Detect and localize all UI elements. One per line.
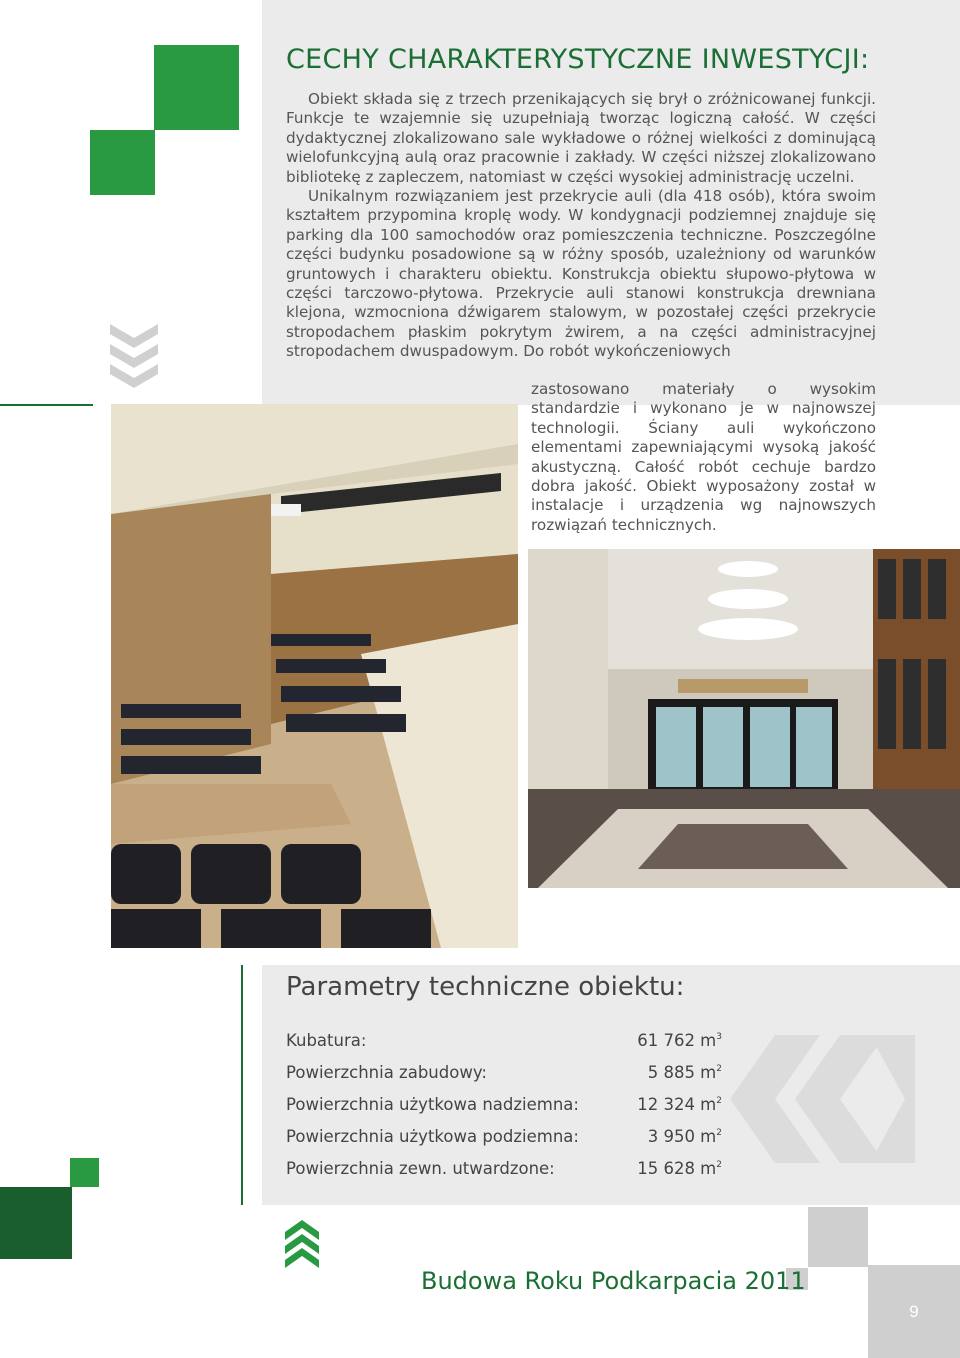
body-text-continued: zastosowano materiały o wysokim standardzie i wykonano je w najnowszej technologii. Ściany auli wykończono elementami zapewniającymi wysoką jakość akustyczną. Całość robót cechuje bardzo dobra jakość. Obiekt wyposażony został w instalacje i urządzenia wg najnowszych rozwiązań technicznych.: [531, 380, 876, 534]
body-text: [286, 90, 876, 362]
param-label: Powierzchnia zewn. utwardzone:: [286, 1159, 555, 1178]
chevron-down-icon: [110, 322, 158, 390]
deco-square: [0, 1187, 72, 1259]
param-label: Powierzchnia zabudowy:: [286, 1063, 487, 1082]
paragraph: Unikalnym rozwiązaniem jest przekrycie auli (dla 418 osób), która swoim kształtem przypomina kroplę wody. W kondygnacji podziemnej znajduje się parking dla 100 samochodów oraz pomieszczenia techniczne. Poszczególne części budynku posadowione są w różny sposób, uzależniony od warunków gruntowych i charakteru obiektu. Konstrukcja obiektu słupowo-płytowa w części tarczowo-płytowa. Przekrycie auli stanowi konstrukcja drewniana klejona, wzmocniona dźwigarem stalowym, w pozostałej części przekrycie stropodachem płaskim pokrytym żwirem, a na części administracyjnej stropodachem dwuspadowym. Do robót wykończeniowych: [286, 187, 876, 361]
divider: [241, 965, 243, 1205]
param-value: 15 628 $m^2$: [637, 1159, 722, 1178]
param-value: 61 762 $m^3$: [637, 1031, 722, 1050]
deco-square: [90, 130, 155, 195]
footer-title: Budowa Roku Podkarpacia 2011: [421, 1267, 806, 1295]
param-value: 3 950 $m^2$: [647, 1127, 722, 1146]
param-value: 5 885 $m^2$: [647, 1063, 722, 1082]
param-label: Powierzchnia użytkowa podziemna:: [286, 1127, 579, 1146]
deco-square: [70, 1158, 99, 1187]
auditorium-photo: [111, 404, 518, 948]
param-label: Powierzchnia użytkowa nadziemna:: [286, 1095, 579, 1114]
page-number: 9: [868, 1265, 960, 1358]
params-title: Parametry techniczne obiektu:: [286, 972, 685, 1002]
deco-square: [154, 45, 239, 130]
chevron-left-icon: [730, 1035, 915, 1163]
page-title: CECHY CHARAKTERYSTYCZNE INWESTYCJI:: [286, 44, 870, 75]
deco-square: [808, 1207, 868, 1267]
param-value: 12 324 $m^2$: [637, 1095, 722, 1114]
deco-line: [0, 404, 93, 406]
paragraph: Obiekt składa się z trzech przenikających się brył o zróżnicowanej funkcji. Funkcje te wzajemnie się uzupełniają tworząc logiczną całość. W części dydaktycznej zlokalizowano sale wykładowe o różnej wielkości z dominującą wielofunkcyjną aulą oraz pracownie i zakłady. W części niższej zlokalizowano bibliotekę z zapleczem, natomiast w części wysokiej administrację uczelni.: [286, 90, 876, 186]
param-label: Kubatura:: [286, 1031, 367, 1050]
lobby-photo: [528, 549, 960, 888]
chevron-up-icon: [285, 1220, 319, 1268]
